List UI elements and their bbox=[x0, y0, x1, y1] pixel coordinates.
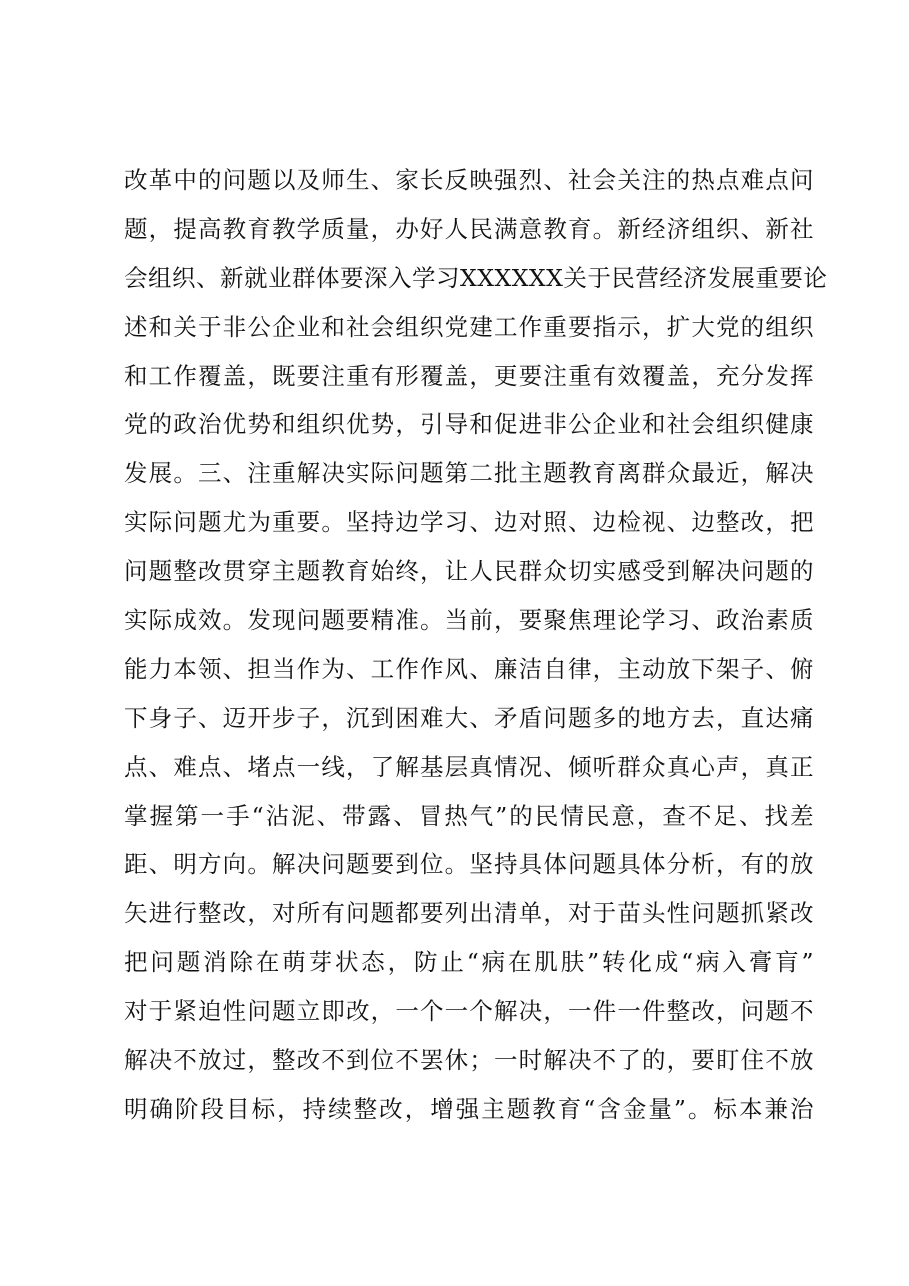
text-line: 发展。三、注重解决实际问题第二批主题教育离群众最近，解决 bbox=[124, 459, 814, 488]
text-line: 解决不放过，整改不到位不罢休；一时解决不了的，要盯住不放 bbox=[124, 1046, 814, 1075]
text-line: 把问题消除在萌芽状态，防止“病在肌肤”转化成“病入膏肓” bbox=[124, 948, 814, 977]
text-line: 掌握第一手“沾泥、带露、冒热气”的民情民意，查不足、找差 bbox=[124, 801, 814, 830]
text-line: 下身子、迈开步子，沉到困难大、矛盾问题多的地方去，直达痛 bbox=[124, 703, 814, 732]
text-line: 改革中的问题以及师生、家长反映强烈、社会关注的热点难点问 bbox=[124, 166, 814, 194]
text-line: 矢进行整改，对所有问题都要列出清单，对于苗头性问题抓紧改 bbox=[124, 899, 814, 928]
text-line: 距、明方向。解决问题要到位。坚持具体问题具体分析，有的放 bbox=[124, 850, 814, 879]
body-text bbox=[124, 156, 828, 1134]
text-line: 点、难点、堵点一线，了解基层真情况、倾听群众真心声，真正 bbox=[124, 752, 814, 781]
text-line: 和工作覆盖，既要注重有形覆盖，更要注重有效覆盖，充分发挥 bbox=[124, 361, 814, 390]
text-line: 述和关于非公企业和社会组织党建工作重要指示，扩大党的组织 bbox=[124, 312, 814, 341]
text-line: 题，提高教育教学质量，办好人民满意教育。新经济组织、新社 bbox=[124, 214, 814, 243]
text-line: 明确阶段目标，持续整改，增强主题教育“含金量”。标本兼治 bbox=[124, 1094, 814, 1123]
text-line: 对于紧迫性问题立即改，一个一个解决，一件一件整改，问题不 bbox=[124, 997, 814, 1026]
text-line: 问题整改贯穿主题教育始终，让人民群众切实感受到解决问题的 bbox=[124, 557, 814, 586]
text-line: 党的政治优势和组织优势，引导和促进非公企业和社会组织健康 bbox=[124, 410, 814, 439]
text-line: 实际问题尤为重要。坚持边学习、边对照、边检视、边整改，把 bbox=[124, 508, 814, 537]
text-line: 会组织、新就业群体要深入学习XXXXXX关于民营经济发展重要论 bbox=[124, 263, 828, 292]
text-line: 能力本领、担当作为、工作作风、廉洁自律，主动放下架子、俯 bbox=[124, 654, 814, 683]
text-line: 实际成效。发现问题要精准。当前，要聚焦理论学习、政治素质 bbox=[124, 606, 814, 635]
